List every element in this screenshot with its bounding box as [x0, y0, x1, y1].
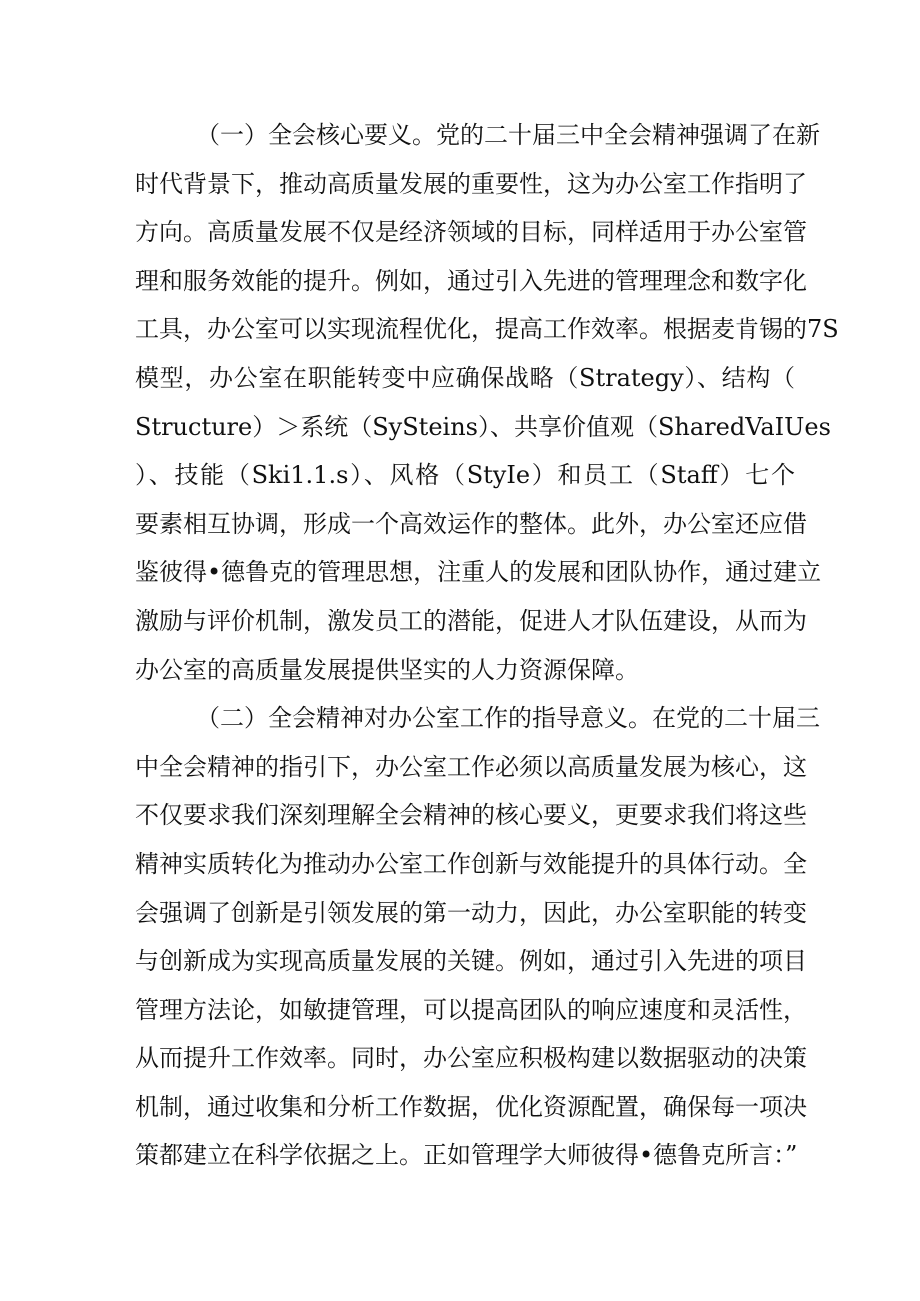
text-line: 会强调了创新是引领发展的第一动力，因此，办公室职能的转变 — [135, 898, 807, 927]
text-line: 中全会精神的指引下，办公室工作必须以高质量发展为核心，这 — [135, 752, 807, 781]
text-line: Structure）＞系统（SySteins）、共享价值观（SharedVaIUes — [135, 412, 831, 441]
text-line: ）、技能（Ski1.1.s）、风格（StyIe）和员工（Staff）七个 — [135, 461, 795, 490]
text-line: 策都建立在科学依据之上。正如管理学大师彼得•德鲁克所言：” — [135, 1141, 798, 1170]
text-line: 不仅要求我们深刻理解全会精神的核心要义，更要求我们将这些 — [135, 801, 807, 830]
text-line: （二）全会精神对办公室工作的指导意义。在党的二十届三 — [135, 704, 821, 733]
text-line: 与创新成为实现高质量发展的关键。例如，通过引入先进的项目 — [135, 947, 807, 976]
text-line: 精神实质转化为推动办公室工作创新与效能提升的具体行动。全 — [135, 849, 807, 878]
text-line: 模型，办公室在职能转变中应确保战略（Strategy）、结构（ — [135, 363, 795, 392]
text-line: 机制，通过收集和分析工作数据，优化资源配置，确保每一项决 — [135, 1092, 807, 1121]
text-line: 鉴彼得•德鲁克的管理思想，注重人的发展和团队协作，通过建立 — [135, 558, 822, 587]
text-line: 理和服务效能的提升。例如，通过引入先进的管理理念和数字化 — [135, 266, 807, 295]
document-body — [135, 111, 839, 1180]
text-line: 方向。高质量发展不仅是经济领域的目标，同样适用于办公室管 — [135, 218, 807, 247]
text-line: 管理方法论，如敏捷管理，可以提高团队的响应速度和灵活性， — [135, 995, 807, 1024]
text-line: 从而提升工作效率。同时，办公室应积极构建以数据驱动的决策 — [135, 1044, 807, 1073]
paragraph-1 — [135, 111, 839, 694]
paragraph-2 — [135, 694, 821, 1180]
text-line: 激励与评价机制，激发员工的潜能，促进人才队伍建设，从而为 — [135, 606, 807, 635]
text-line: 办公室的高质量发展提供坚实的人力资源保障。 — [135, 655, 639, 684]
text-line: 工具，办公室可以实现流程优化，提高工作效率。根据麦肯锡的7S — [135, 315, 839, 344]
text-line: 时代背景下，推动高质量发展的重要性，这为办公室工作指明了 — [135, 169, 807, 198]
text-line: 要素相互协调，形成一个高效运作的整体。此外，办公室还应借 — [135, 509, 807, 538]
text-line: （一）全会核心要义。党的二十届三中全会精神强调了在新 — [135, 121, 821, 149]
